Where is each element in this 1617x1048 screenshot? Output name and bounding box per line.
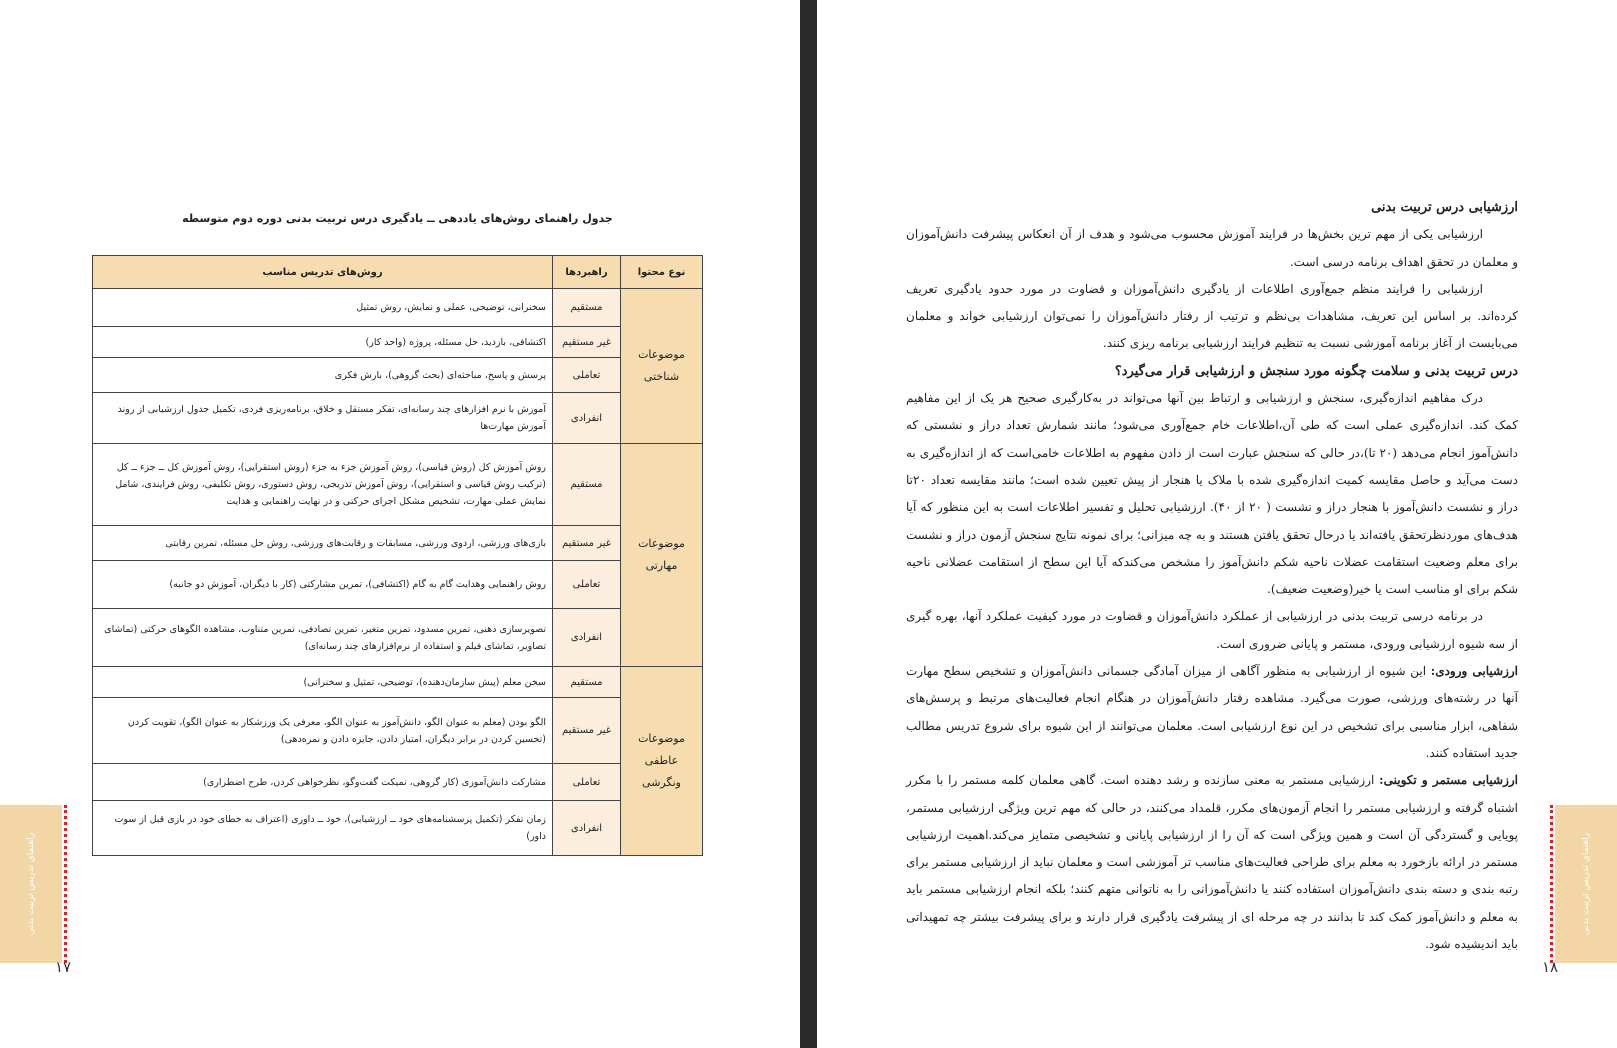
- table-row: [93, 289, 703, 327]
- left-page: [0, 0, 800, 1048]
- methods-cell: زمان تفکر (تکمیل پرسشنامه‌های خود ــ ارزشیابی)، خود ــ داوری (اعتراف به خطای خود در بازی قبل از سوت داور): [93, 801, 553, 856]
- methods-cell: اکتشافی، بازدید، حل مسئله، پروژه (واحد کار): [93, 327, 553, 358]
- book-spine: [800, 0, 817, 1048]
- subheading-entry-evaluation: ارزشیابی ورودی:: [1430, 664, 1518, 679]
- side-tab-right: [1555, 805, 1617, 963]
- paragraph-entry-evaluation: [906, 658, 1518, 767]
- dotted-divider-right: [1550, 805, 1553, 963]
- table-row: [93, 698, 703, 764]
- table-row: [93, 358, 703, 393]
- methods-cell: بازی‌های ورزشی، اردوی ورزشی، مسابقات و رقابت‌های ورزشی، روش حل مسئله، تمرین رقابتی: [93, 526, 553, 561]
- header-content-type: نوع محتوا: [621, 256, 703, 289]
- continuous-evaluation-text: ارزشیابی مستمر به معنی سازنده و رشد دهنده است. گاهی معلمان کلمه مستمر را با مکرر اشتباه گرفته و ارزشیابی مستمر را انجام آزمون‌های مکرر، قلمداد می‌کنند، در حالی که مهم ترین ویژگی ارزشیابی مستمر، پویایی و گستردگی آن است و همین ویژگی است که آن را از ارزشیابی پایانی و تشخیصی متمایز می‌کند.اهمیت ارزشیابی مستمر در ارائه بازخورد به معلم برای طراحی فعالیت‌های مناسب تر آموزشی است و معلمان نباید از ارزشیابی مستمر برای رتبه بندی و دسته بندی دانش‌آموزان استفاده کنند یا دانش‌آموزانی را به ناتوانی متهم کنند؛ بلکه انجام ارزشیابی مستمر باید به معلم و دانش‌آموز کمک کند تا بدانند در چه مرحله ای از پیشرفت یادگیری قرار دارند و برای پیشرفت بیشتر چه تمهیداتی باید اندیشیده شود.: [906, 773, 1518, 952]
- strategy-cell: غیر مستقیم: [553, 698, 621, 764]
- strategy-cell: انفرادی: [553, 393, 621, 444]
- subheading-continuous-evaluation: ارزشیابی مستمر و تکوینی:: [1379, 773, 1518, 788]
- table-row: [93, 393, 703, 444]
- article-body: [906, 194, 1518, 958]
- paragraph: در برنامه درسی تربیت بدنی در ارزشیابی از عملکرد دانش‌آموزان و قضاوت در مورد کیفیت عملکرد آنها، بهره گیری از سه شیوه ارزشیابی ورودی، مستمر و پایانی ضروری است.: [906, 609, 1518, 651]
- table-row: [93, 444, 703, 526]
- strategy-cell: انفرادی: [553, 609, 621, 667]
- category-cognitive: موضوعات شناختی: [621, 289, 703, 444]
- paragraph: ارزشیابی را فرایند منظم جمع‌آوری اطلاعات از یادگیری دانش‌آموزان و قضاوت در مورد حدود یادگیری تعریف کرده‌اند. بر اساس این تعریف، مشاهدات بی‌نظم و ترتیب از رفتار دانش‌آموزان را نمی‌توان ارزشیابی خواند و معلمان می‌بایست از آغاز برنامه آموزشی نسبت به تنظیم فرایند ارزشیابی برنامه ریزی کنند.: [906, 281, 1518, 351]
- table-row: [93, 801, 703, 856]
- paragraph-continuous-evaluation: [906, 767, 1518, 958]
- side-tab-left: [0, 805, 62, 963]
- entry-evaluation-text: این شیوه از ارزشیابی به منظور آگاهی از میزان آمادگی جسمانی دانش‌آموزان و تشخیص سطح مهارت آنها در رشته‌های ورزشی، صورت می‌گیرد. مشاهده رفتار دانش‌آموزان در هنگام انجام فعالیت‌های مرتبط و پرسش‌های شفاهی، ابزار مناسبی برای تشخیص در این نوع ارزشیابی است. معلمان می‌توانند از این شیوه برای شروع تدریس مطالب جدید استفاده کنند.: [906, 664, 1518, 760]
- strategy-cell: غیر مستقیم: [553, 327, 621, 358]
- methods-cell: آموزش با نرم افزارهای چند رسانه‌ای، تفکر مستقل و خلاق، برنامه‌ریزی فردی، تکمیل جدول ارزشیابی از روند آموزش مهارت‌ها: [93, 393, 553, 444]
- methods-cell: مشارکت دانش‌آموزی (کار گروهی، نمیکت گفت‌وگو، نظرخواهی کردن، طرح اضطراری): [93, 764, 553, 801]
- heading-assessment-question: درس تربیت بدنی و سلامت چگونه مورد سنجش و ارزشیابی قرار می‌گیرد؟: [1114, 363, 1518, 379]
- table-row: [93, 526, 703, 561]
- teaching-methods-table: [92, 255, 703, 856]
- table-row: [93, 609, 703, 667]
- strategy-cell: انفرادی: [553, 801, 621, 856]
- methods-cell: روش آموزش کل (روش قیاسی)، روش آموزش جزء به جزء (روش استقرایی)، روش آموزش کل ــ جزء ــ کل (ترکیب روش قیاسی و استقرایی)، روش آموزش تدریجی، روش دستوری، روش تکلیفی، روش فرایندی، شامل نمایش عملی مهارت، تشخیص مشکل اجرای حرکتی و در نهایت راهنمایی و هدایت: [93, 444, 553, 526]
- table-row: [93, 667, 703, 698]
- side-tab-label: راهنمای تدریس تربیت بدنی: [26, 832, 36, 936]
- methods-cell: روش راهنمایی وهدایت گام به گام (اکتشافی)، تمرین مشارکتی (کار با دیگران، آموزش دو جانبه): [93, 561, 553, 609]
- strategy-cell: مستقیم: [553, 444, 621, 526]
- table-row: [93, 764, 703, 801]
- methods-cell: الگو بودن (معلم به عنوان الگو، دانش‌آموز به عنوان الگو، معرفی یک ورزشکار به عنوان الگو)، تقویت کردن (تحسین کردن در برابر دیگران، امتیاز دادن، جایزه دادن و نمره‌دهی): [93, 698, 553, 764]
- strategy-cell: تعاملی: [553, 358, 621, 393]
- methods-cell: سخنرانی، توضیحی، عملی و نمایش، روش تمثیل: [93, 289, 553, 327]
- strategy-cell: مستقیم: [553, 667, 621, 698]
- header-methods: روش‌های تدریس مناسب: [93, 256, 553, 289]
- page-number-right: ۱۸: [1542, 958, 1559, 976]
- dotted-divider-left: [64, 805, 67, 963]
- table-row: [93, 561, 703, 609]
- header-strategies: راهبردها: [553, 256, 621, 289]
- methods-cell: سخن معلم (پیش سازمان‌دهنده)، توضیحی، تمثیل و سخنرانی): [93, 667, 553, 698]
- strategy-cell: تعاملی: [553, 764, 621, 801]
- page-number-left: ۱۷: [55, 958, 72, 976]
- category-affective: موضوعات عاطفی ونگرشی: [621, 667, 703, 856]
- table-title: جدول راهنمای روش‌های یاددهی ــ یادگیری درس تربیت بدنی دوره دوم متوسطه: [182, 212, 613, 225]
- table-row: [93, 327, 703, 358]
- strategy-cell: تعاملی: [553, 561, 621, 609]
- paragraph: ارزشیابی یکی از مهم ترین بخش‌ها در فرایند آموزش محسوب می‌شود و هدف از آن انعکاس پیشرفت دانش‌آموزان و معلمان در تحقق اهداف برنامه درسی است.: [906, 227, 1518, 269]
- methods-cell: تصویرسازی ذهنی، تمرین مسدود، تمرین متغیر، تمرین تصادفی، تمرین متناوب، مشاهده الگوهای حرکتی (تماشای تصاویر، تماشای فیلم و استفاده از نرم‌افزارهای چند رسانه‌ای): [93, 609, 553, 667]
- strategy-cell: غیر مستقیم: [553, 526, 621, 561]
- strategy-cell: مستقیم: [553, 289, 621, 327]
- category-skill: موضوعات مهارتی: [621, 444, 703, 667]
- heading-evaluation: ارزشیابی درس تربیت بدنی: [1371, 200, 1518, 215]
- paragraph: درک مفاهیم اندازه‌گیری، سنجش و ارزشیابی و ارتباط بین آنها می‌تواند در به‌کارگیری صحیح هر یک از این مفاهیم کمک کند. اندازه‌گیری عملی است که طی آن،اطلاعات خام جمع‌آوری می‌شود؛ مانند شمارش تعداد دراز و نشستی که دانش‌آموز انجام می‌دهد (۲۰ تا)،در حالی که سنجش عبارت است از دادن مفهوم به اطلاعات خامی‌است که از اندازه‌گیری به دست می‌آید و حاصل مقایسه کمیت اندازه‌گیری شده با ملاک یا هنجار از پیش تعیین شده است؛ مانند مقایسه تعداد ۲۰تا دراز و نشست دانش‌آموز با هنجار دراز و نشست ( ۲۰ از ۴۰). ارزشیابی تحلیل و تفسیر اطلاعات است به این منظور که آیا هدف‌های موردنظرتحقق یافته‌اند یا درحال تحقق یافتن هستند و به چه میزانی؛ برای نمونه نتایج سنجش آزمون دراز و نشست برای معلم وضعیت استقامت عضلات ناحیه شکم دانش‌آموز را مشخص می‌کندکه آیا این سطح از استقامت عضلانی ناحیه شکم برای او مناسب است یا خیر(وضعیت ضعیف).: [906, 391, 1519, 597]
- side-tab-label: راهنمای تدریس تربیت بدنی: [1581, 832, 1591, 936]
- table-header-row: [93, 256, 703, 289]
- methods-cell: پرسش و پاسخ، مباحثه‌ای (بحث گروهی)، بارش فکری: [93, 358, 553, 393]
